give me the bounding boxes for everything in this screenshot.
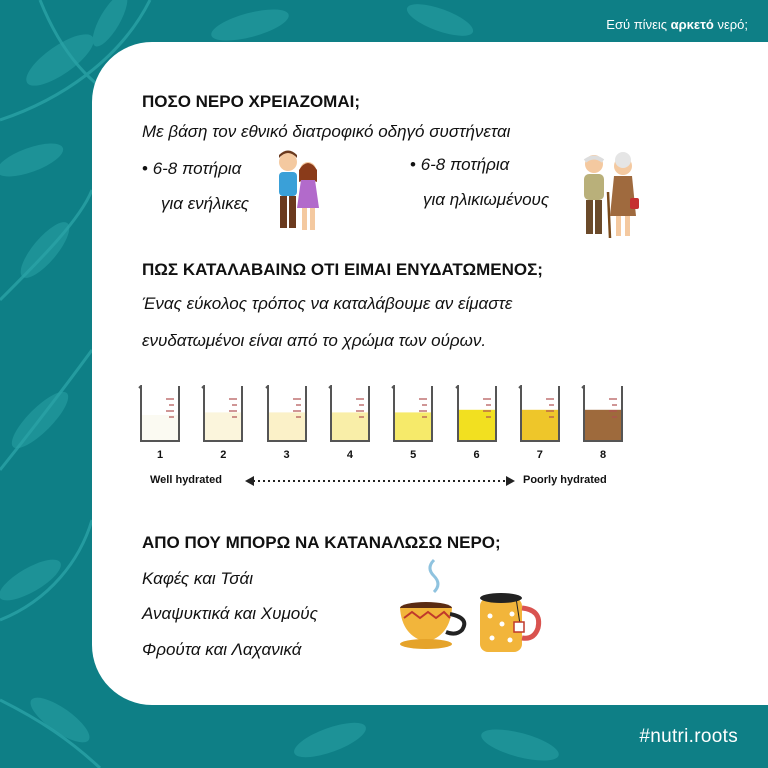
section1-title: ΠΟΣΟ ΝΕΡΟ ΧΡΕΙΑΖΟΜΑΙ; bbox=[142, 92, 360, 111]
section2-line2: ενυδατωμένοι είναι από το χρώμα των ούρων. bbox=[142, 331, 487, 350]
scale-number-5: 5 bbox=[410, 449, 417, 461]
hydration-scale-arrow bbox=[245, 474, 515, 488]
urine-jar-7 bbox=[518, 385, 562, 443]
scale-number-1: 1 bbox=[156, 449, 164, 461]
section1-intro: Με βάση τον εθνικό διατροφικό οδηγό συστήνεται bbox=[142, 122, 511, 141]
source-item-drinks-juices: Αναψυκτικά και Χυμούς bbox=[142, 604, 318, 623]
adults-amount bbox=[142, 159, 241, 179]
urine-jar-3 bbox=[265, 385, 309, 443]
well-hydrated-label: Well hydrated bbox=[150, 474, 222, 486]
header-text-post: νερό; bbox=[713, 17, 748, 32]
scale-number-2: 2 bbox=[220, 449, 227, 461]
urine-jar-2 bbox=[201, 385, 245, 443]
header-text-pre: Εσύ πίνεις bbox=[606, 17, 671, 32]
scale-number-7: 7 bbox=[536, 449, 543, 461]
section2-line1: Ένας εύκολος τρόπος να καταλάβουμε αν είμαστε bbox=[142, 294, 513, 313]
elderly-label: για ηλικιωμένους bbox=[423, 190, 550, 209]
scale-number-8: 8 bbox=[600, 449, 607, 461]
source-item-coffee-tea: Καφές και Τσάι bbox=[142, 569, 253, 588]
elderly-amount-text: 6-8 ποτήρια bbox=[420, 155, 510, 174]
adults-label: για ενήλικες bbox=[161, 194, 250, 213]
urine-jar-4 bbox=[328, 385, 372, 443]
source-item-fruits-vegetables: Φρούτα και Λαχανικά bbox=[142, 640, 302, 659]
coffee-cups-icon bbox=[398, 558, 546, 656]
urine-jar-5 bbox=[391, 385, 435, 443]
section3-title: ΑΠΟ ΠΟΥ ΜΠΟΡΩ ΝΑ ΚΑΤΑΝΑΛΩΣΩ ΝΕΡΟ; bbox=[142, 533, 501, 552]
poorly-hydrated-label: Poorly hydrated bbox=[523, 474, 607, 486]
elderly-amount bbox=[410, 155, 509, 175]
scale-number-4: 4 bbox=[346, 449, 353, 461]
section2-title: ΠΩΣ ΚΑΤΑΛΑΒΑΙΝΩ ΟΤΙ ΕΙΜΑΙ ΕΝΥΔΑΤΩΜΕΝΟΣ; bbox=[142, 260, 543, 279]
urine-jar-1 bbox=[138, 385, 182, 443]
scale-number-6: 6 bbox=[473, 449, 480, 461]
header-text-bold: αρκετό bbox=[670, 17, 714, 32]
header-tagline bbox=[606, 17, 748, 32]
hashtag: #nutri.roots bbox=[639, 726, 738, 747]
adults-amount-text: 6-8 ποτήρια bbox=[152, 159, 242, 178]
elderly-couple-icon bbox=[578, 152, 640, 240]
urine-jar-8 bbox=[581, 385, 625, 443]
urine-jar-6 bbox=[455, 385, 499, 443]
scale-number-3: 3 bbox=[283, 449, 290, 461]
adults-couple-icon bbox=[271, 148, 323, 236]
